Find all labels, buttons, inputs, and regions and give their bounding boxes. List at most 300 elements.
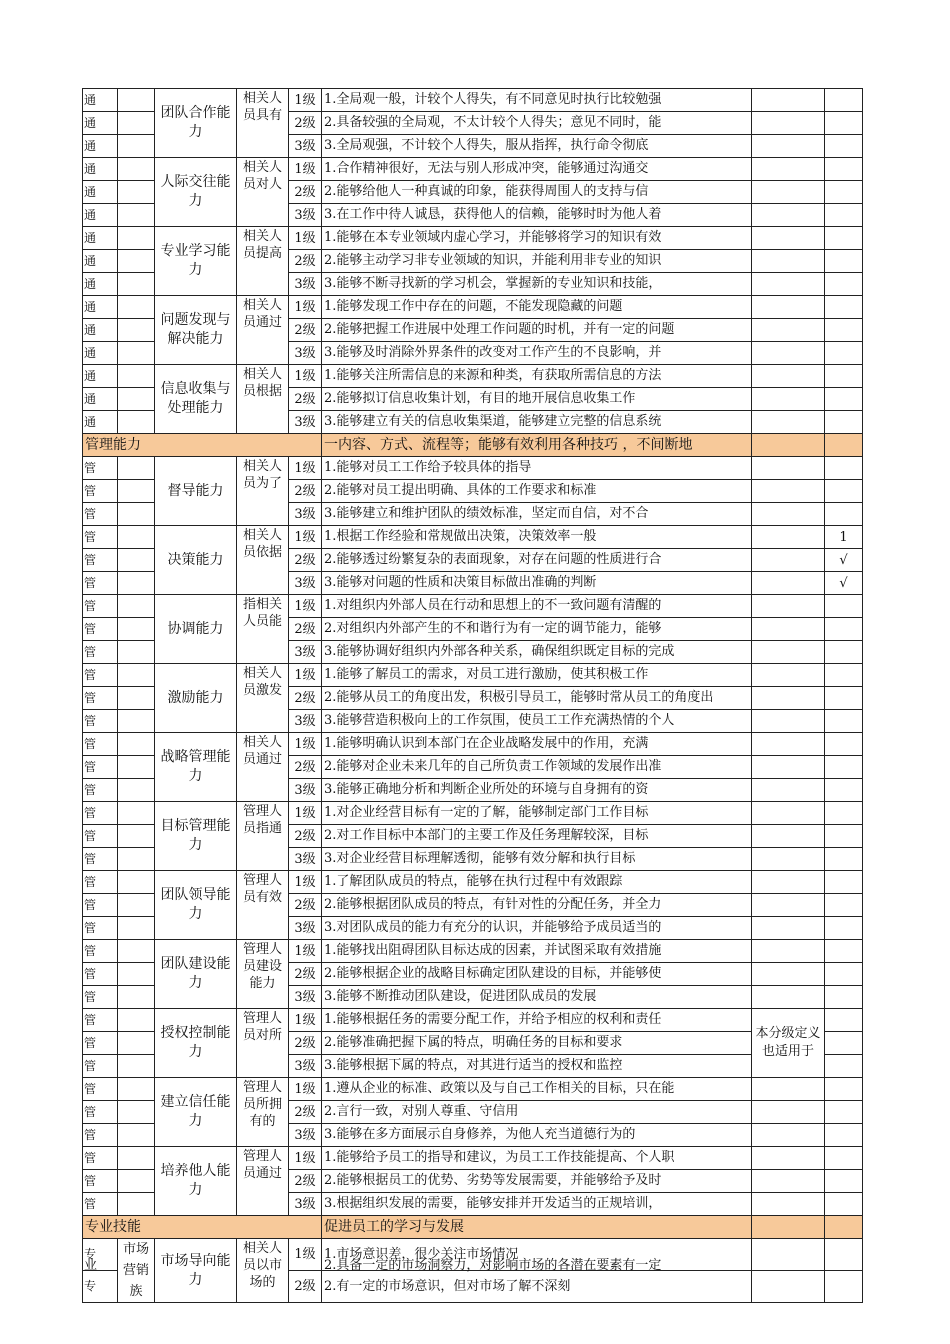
- empty-cell: [825, 181, 863, 204]
- table-row: [83, 526, 863, 549]
- level-cell: 1级: [289, 595, 322, 618]
- row-tag: 管: [83, 641, 118, 664]
- empty-cell: [825, 158, 863, 181]
- empty-cell: [118, 250, 155, 273]
- decision-mark: √: [825, 549, 863, 572]
- empty-cell: [118, 1147, 155, 1170]
- empty-cell: [825, 641, 863, 664]
- empty-cell: [118, 181, 155, 204]
- competency-definition-supervise: 相关人员为了: [237, 457, 289, 526]
- empty-cell: [752, 986, 825, 1009]
- level-cell: 2级: [289, 480, 322, 503]
- empty-cell: [118, 319, 155, 342]
- level-description: 3.能够协调好组织内外部各种关系，确保组织既定目标的完成: [322, 641, 752, 664]
- empty-cell: [118, 595, 155, 618]
- row-tag: 通: [83, 204, 118, 227]
- empty-cell: [118, 1124, 155, 1147]
- empty-cell: [752, 687, 825, 710]
- level-description: 3.能够根据下属的特点，对其进行适当的授权和监控: [322, 1055, 752, 1078]
- empty-cell: [825, 1193, 863, 1216]
- competency-definition-info: 相关人员根据: [237, 365, 289, 434]
- table-row: [83, 1147, 863, 1170]
- competency-definition-decision: 相关人员依据: [237, 526, 289, 595]
- row-tag: 管: [83, 940, 118, 963]
- empty-cell: [118, 825, 155, 848]
- empty-cell: [752, 480, 825, 503]
- row-tag: 管: [83, 618, 118, 641]
- competency-name-teamwork: 团队合作能力: [155, 89, 237, 158]
- row-tag: 管: [83, 1170, 118, 1193]
- empty-cell: [825, 618, 863, 641]
- empty-cell: [825, 411, 863, 434]
- level-description: 2.能够对员工提出明确、具体的工作要求和标准: [322, 480, 752, 503]
- empty-cell: [752, 733, 825, 756]
- competency-sheet: [82, 88, 862, 1303]
- empty-cell: [118, 572, 155, 595]
- competency-name-trust: 建立信任能力: [155, 1078, 237, 1147]
- competency-name-strategy: 战略管理能力: [155, 733, 237, 802]
- level-cell: 1级: [289, 1239, 322, 1271]
- empty-cell: [752, 1239, 825, 1271]
- level-description: 2.能够把握工作进展中处理工作问题的时机，并有一定的问题: [322, 319, 752, 342]
- row-tag: 管: [83, 480, 118, 503]
- table-row: [83, 227, 863, 250]
- empty-cell: [118, 411, 155, 434]
- competency-name-supervise: 督导能力: [155, 457, 237, 526]
- empty-cell: [752, 1170, 825, 1193]
- row-tag: 管: [83, 1055, 118, 1078]
- empty-cell: [118, 89, 155, 112]
- empty-cell: [118, 135, 155, 158]
- row-tag: 管: [83, 457, 118, 480]
- empty-cell: [118, 917, 155, 940]
- competency-definition-teambuild: 管理人员建设能力: [237, 940, 289, 1009]
- level-description: 1.了解团队成员的特点，能够在执行过程中有效跟踪: [322, 871, 752, 894]
- empty-cell: [752, 1147, 825, 1170]
- empty-cell: [825, 1271, 863, 1303]
- empty-cell: [118, 871, 155, 894]
- row-tag: 管: [83, 871, 118, 894]
- table-row: [83, 158, 863, 181]
- empty-cell: [825, 825, 863, 848]
- competency-definition-teamwork: 相关人员具有: [237, 89, 289, 158]
- empty-cell: [825, 595, 863, 618]
- level-cell: 2级: [289, 319, 322, 342]
- empty-cell: [752, 848, 825, 871]
- empty-cell: [118, 986, 155, 1009]
- level-cell: 3级: [289, 986, 322, 1009]
- competency-name-goal: 目标管理能力: [155, 802, 237, 871]
- competency-definition-interpersonal: 相关人员对人: [237, 158, 289, 227]
- empty-cell: [752, 250, 825, 273]
- row-tag: 管: [83, 825, 118, 848]
- level-description: 3.能够建立和维护团队的绩效标准，坚定而自信，对不合: [322, 503, 752, 526]
- level-description: 1.能够发现工作中存在的问题，不能发现隐藏的问题: [322, 296, 752, 319]
- competency-definition-goal: 管理人员指通: [237, 802, 289, 871]
- empty-cell: [118, 641, 155, 664]
- section-row-management: [83, 434, 863, 457]
- level-description: 1.能够找出阻碍团队目标达成的因素，并试图采取有效措施: [322, 940, 752, 963]
- level-cell: 1级: [289, 158, 322, 181]
- competency-name-learning: 专业学习能力: [155, 227, 237, 296]
- empty-cell: [825, 779, 863, 802]
- level-cell: 2级: [289, 825, 322, 848]
- row-tag: 管: [83, 1147, 118, 1170]
- level-description: 2.有一定的市场意识，但对市场了解不深刻: [322, 1271, 752, 1303]
- row-tag: 管: [83, 549, 118, 572]
- level-cell: 1级: [289, 457, 322, 480]
- section-filler: [825, 1216, 863, 1239]
- row-tag: 通: [83, 250, 118, 273]
- level-cell: 3级: [289, 1193, 322, 1216]
- table-row: [83, 871, 863, 894]
- level-description: 2.能够透过纷繁复杂的表面现象，对存在问题的性质进行合: [322, 549, 752, 572]
- empty-cell: [825, 756, 863, 779]
- applicability-note: 本分级定义也适用于: [752, 1009, 825, 1078]
- level-description: 1.能够对员工工作给予较具体的指导: [322, 457, 752, 480]
- row-tag: 管: [83, 1032, 118, 1055]
- empty-cell: [752, 1101, 825, 1124]
- level-description: 3.能够建立有关的信息收集渠道，能够建立完整的信息系统: [322, 411, 752, 434]
- level-description: 2.具备较强的全局观，不太计较个人得失；意见不同时，能: [322, 112, 752, 135]
- empty-cell: [825, 319, 863, 342]
- empty-cell: [118, 365, 155, 388]
- level-cell: 2级: [289, 618, 322, 641]
- empty-cell: [752, 158, 825, 181]
- empty-cell: [752, 1271, 825, 1303]
- empty-cell: [825, 917, 863, 940]
- empty-cell: [825, 687, 863, 710]
- empty-cell: [752, 894, 825, 917]
- row-tag: 通: [83, 273, 118, 296]
- level-description: 2.能够主动学习非专业领域的知识，并能利用非专业的知识: [322, 250, 752, 273]
- level-description: 3.能够正确地分析和判断企业所处的环境与自身拥有的资: [322, 779, 752, 802]
- empty-cell: [752, 756, 825, 779]
- empty-cell: [825, 802, 863, 825]
- row-tag: 管: [83, 503, 118, 526]
- empty-cell: [825, 1147, 863, 1170]
- level-cell: 1级: [289, 1147, 322, 1170]
- row-tag: 通: [83, 411, 118, 434]
- empty-cell: [118, 687, 155, 710]
- row-tag: 通: [83, 227, 118, 250]
- level-cell: 2级: [289, 549, 322, 572]
- level-description: 1.能够在本专业领域内虚心学习，并能够将学习的知识有效: [322, 227, 752, 250]
- empty-cell: [825, 1239, 863, 1271]
- empty-cell: [825, 848, 863, 871]
- empty-cell: [752, 457, 825, 480]
- empty-cell: [118, 802, 155, 825]
- empty-cell: [118, 549, 155, 572]
- empty-cell: [118, 963, 155, 986]
- row-tag: 通: [83, 112, 118, 135]
- row-tag: 管: [83, 1193, 118, 1216]
- level-description: 2.能够根据企业的战略目标确定团队建设的目标，并能够使: [322, 963, 752, 986]
- competency-name-teamlead: 团队领导能力: [155, 871, 237, 940]
- level-description: 2.对组织内外部产生的不和谐行为有一定的调节能力，能够: [322, 618, 752, 641]
- empty-cell: [825, 1009, 863, 1032]
- row-tag: 管: [83, 664, 118, 687]
- level-cell: 1级: [289, 940, 322, 963]
- row-tag: 管: [83, 779, 118, 802]
- decision-mark: 1: [825, 526, 863, 549]
- empty-cell: [118, 342, 155, 365]
- empty-cell: [752, 641, 825, 664]
- row-tag: 管: [83, 894, 118, 917]
- level-description: 1.能够给予员工的指导和建议，为员工工作技能提高、个人职: [322, 1147, 752, 1170]
- empty-cell: [118, 273, 155, 296]
- level-description: 3.能够不断寻找新的学习机会，掌握新的专业知识和技能，: [322, 273, 752, 296]
- empty-cell: [118, 733, 155, 756]
- empty-cell: [752, 227, 825, 250]
- empty-cell: [825, 894, 863, 917]
- empty-cell: [752, 526, 825, 549]
- competency-definition-trust: 管理人员所拥有的: [237, 1078, 289, 1147]
- table-row: [83, 1009, 863, 1032]
- empty-cell: [825, 135, 863, 158]
- empty-cell: [825, 388, 863, 411]
- empty-cell: [825, 457, 863, 480]
- row-tag: 管: [83, 1124, 118, 1147]
- level-cell: 1级: [289, 365, 322, 388]
- empty-cell: [752, 802, 825, 825]
- level-cell: 3级: [289, 342, 322, 365]
- empty-cell: [752, 342, 825, 365]
- empty-cell: [825, 250, 863, 273]
- competency-definition-motivate: 相关人员激发: [237, 664, 289, 733]
- level-cell: 2级: [289, 250, 322, 273]
- empty-cell: [118, 940, 155, 963]
- empty-cell: [752, 273, 825, 296]
- empty-cell: [752, 365, 825, 388]
- level-description: 1.遵从企业的标准、政策以及与自己工作相关的目标，只在能: [322, 1078, 752, 1101]
- empty-cell: [752, 917, 825, 940]
- empty-cell: [118, 1055, 155, 1078]
- empty-cell: [825, 112, 863, 135]
- empty-cell: [752, 1124, 825, 1147]
- competency-definition-market: 相关人员以市场的: [237, 1239, 289, 1303]
- table-row: [83, 940, 863, 963]
- row-tag: 管: [83, 1009, 118, 1032]
- competency-definition-teamlead: 管理人员有效: [237, 871, 289, 940]
- level-cell: 2级: [289, 1101, 322, 1124]
- competency-name-market: 市场导向能力: [155, 1239, 237, 1303]
- competency-definition-strategy: 相关人员通过: [237, 733, 289, 802]
- empty-cell: [825, 503, 863, 526]
- section-title: 管理能力: [83, 434, 322, 457]
- empty-cell: [825, 480, 863, 503]
- level-cell: 3级: [289, 572, 322, 595]
- row-tag: 管: [83, 526, 118, 549]
- empty-cell: [118, 1101, 155, 1124]
- empty-cell: [752, 779, 825, 802]
- row-tag: 管: [83, 710, 118, 733]
- competency-name-motivate: 激励能力: [155, 664, 237, 733]
- empty-cell: [825, 342, 863, 365]
- row-tag: 通: [83, 296, 118, 319]
- empty-cell: [825, 365, 863, 388]
- empty-cell: [825, 1170, 863, 1193]
- competency-name-authorize: 授权控制能力: [155, 1009, 237, 1078]
- empty-cell: [118, 388, 155, 411]
- level-cell: 3级: [289, 641, 322, 664]
- empty-cell: [118, 1009, 155, 1032]
- empty-cell: [825, 940, 863, 963]
- level-description: 2.能够对企业未来几年的自己所负责工作领域的发展作出准: [322, 756, 752, 779]
- empty-cell: [118, 664, 155, 687]
- empty-cell: [118, 227, 155, 250]
- level-description: 1.合作精神很好，无法与别人形成冲突，能够通过沟通交: [322, 158, 752, 181]
- empty-cell: [825, 664, 863, 687]
- section-row-professional: [83, 1216, 863, 1239]
- level-description: 2.能够准确把握下属的特点，明确任务的目标和要求: [322, 1032, 752, 1055]
- empty-cell: [118, 503, 155, 526]
- level-description: 1.全局观一般，计较个人得失，有不同意见时执行比较勉强: [322, 89, 752, 112]
- competency-name-interpersonal: 人际交往能力: [155, 158, 237, 227]
- level-description: 3.能够在多方面展示自身修养，为他人充当道德行为的: [322, 1124, 752, 1147]
- level-description: 3.在工作中待人诚恳，获得他人的信赖，能够时时为他人着: [322, 204, 752, 227]
- level-cell: 1级: [289, 526, 322, 549]
- empty-cell: [825, 273, 863, 296]
- empty-cell: [752, 664, 825, 687]
- empty-cell: [752, 963, 825, 986]
- level-cell: 2级: [289, 388, 322, 411]
- level-cell: 2级: [289, 963, 322, 986]
- level-description: 3.全局观强，不计较个人得失，服从指挥，执行命令彻底: [322, 135, 752, 158]
- level-description: 1.对组织内外部人员在行动和思想上的不一致问题有清醒的: [322, 595, 752, 618]
- empty-cell: [118, 618, 155, 641]
- row-tag: 管: [83, 733, 118, 756]
- level-cell: 2级: [289, 1170, 322, 1193]
- empty-cell: [118, 1193, 155, 1216]
- empty-cell: [118, 457, 155, 480]
- empty-cell: [752, 710, 825, 733]
- table-row: [83, 89, 863, 112]
- level-cell: 1级: [289, 89, 322, 112]
- empty-cell: [825, 204, 863, 227]
- level-description: 1.能够关注所需信息的来源和种类，有获取所需信息的方法: [322, 365, 752, 388]
- section-title: 专业技能: [83, 1216, 322, 1239]
- level-cell: 1级: [289, 733, 322, 756]
- empty-cell: [118, 894, 155, 917]
- row-tag: 管: [83, 963, 118, 986]
- level-cell: 3级: [289, 503, 322, 526]
- empty-cell: [752, 595, 825, 618]
- level-cell: 2级: [289, 181, 322, 204]
- level-cell: 2级: [289, 687, 322, 710]
- row-tag: 管: [83, 848, 118, 871]
- level-cell: 1级: [289, 296, 322, 319]
- empty-cell: [752, 411, 825, 434]
- trailing-text: 2.具备一定的市场洞察力，对影响市场的各潜在要素有一定: [324, 1258, 662, 1273]
- competency-name-decision: 决策能力: [155, 526, 237, 595]
- level-description: 3.能够对问题的性质和决策目标做出准确的判断: [322, 572, 752, 595]
- empty-cell: [118, 710, 155, 733]
- level-description: 3.能够及时消除外界条件的改变对工作产生的不良影响，并: [322, 342, 752, 365]
- competency-definition-coordinate: 指相关人员能: [237, 595, 289, 664]
- level-description: 3.根据组织发展的需要，能够安排并开发适当的正规培训，: [322, 1193, 752, 1216]
- row-tag: 管: [83, 802, 118, 825]
- empty-cell: [752, 549, 825, 572]
- row-tag: 管: [83, 986, 118, 1009]
- empty-cell: [752, 388, 825, 411]
- level-cell: 2级: [289, 1271, 322, 1303]
- competency-definition-authorize: 管理人员对所: [237, 1009, 289, 1078]
- empty-cell: [118, 1170, 155, 1193]
- row-tag: 管: [83, 595, 118, 618]
- table-row: [83, 733, 863, 756]
- empty-cell: [825, 1078, 863, 1101]
- section-filler: [752, 1216, 825, 1239]
- competency-definition-learning: 相关人员提高: [237, 227, 289, 296]
- row-tag: 通: [83, 158, 118, 181]
- level-cell: 1级: [289, 1078, 322, 1101]
- empty-cell: [825, 227, 863, 250]
- empty-cell: [825, 986, 863, 1009]
- level-description: 3.对团队成员的能力有充分的认识，并能够给予成员适当的: [322, 917, 752, 940]
- level-cell: 2级: [289, 894, 322, 917]
- empty-cell: [825, 1055, 863, 1078]
- level-cell: 3级: [289, 710, 322, 733]
- empty-cell: [752, 825, 825, 848]
- level-description: 2.能够根据员工的优势、劣势等发展需要，并能够给予及时: [322, 1170, 752, 1193]
- table-row: [83, 1078, 863, 1101]
- competency-name-teambuild: 团队建设能力: [155, 940, 237, 1009]
- level-cell: 3级: [289, 917, 322, 940]
- empty-cell: [825, 89, 863, 112]
- section-filler: [752, 434, 825, 457]
- empty-cell: [118, 1078, 155, 1101]
- table-row: [83, 365, 863, 388]
- table-row: [83, 457, 863, 480]
- empty-cell: [825, 1032, 863, 1055]
- level-description: 1.对企业经营目标有一定的了解，能够制定部门工作目标: [322, 802, 752, 825]
- row-tag: 通: [83, 135, 118, 158]
- empty-cell: [752, 204, 825, 227]
- empty-cell: [825, 1101, 863, 1124]
- empty-cell: [752, 135, 825, 158]
- level-description: 2.对工作目标中本部门的主要工作及任务理解较深，目标: [322, 825, 752, 848]
- level-description: 2.能够根据团队成员的特点，有针对性的分配任务，并全力: [322, 894, 752, 917]
- competency-definition-develop: 管理人员通过: [237, 1147, 289, 1216]
- row-tag: 管: [83, 917, 118, 940]
- level-description: 1.能够根据任务的需要分配工作，并给予相应的权利和责任: [322, 1009, 752, 1032]
- row-tag: 专: [83, 1271, 118, 1303]
- level-cell: 3级: [289, 1124, 322, 1147]
- empty-cell: [118, 1032, 155, 1055]
- empty-cell: [118, 158, 155, 181]
- empty-cell: [118, 296, 155, 319]
- empty-cell: [752, 1078, 825, 1101]
- level-cell: 3级: [289, 848, 322, 871]
- row-tag: 管: [83, 687, 118, 710]
- level-cell: 3级: [289, 411, 322, 434]
- empty-cell: [825, 1124, 863, 1147]
- empty-cell: [118, 480, 155, 503]
- empty-cell: [752, 1193, 825, 1216]
- level-cell: 1级: [289, 1009, 322, 1032]
- empty-cell: [825, 733, 863, 756]
- table-row: [83, 664, 863, 687]
- row-tag: 通: [83, 181, 118, 204]
- empty-cell: [752, 319, 825, 342]
- section-overflow-text: 促进员工的学习与发展: [322, 1216, 752, 1239]
- level-description: 1.能够明确认识到本部门在企业战略发展中的作用，充满: [322, 733, 752, 756]
- row-tag: 通: [83, 319, 118, 342]
- empty-cell: [752, 296, 825, 319]
- empty-cell: [752, 572, 825, 595]
- level-cell: 3级: [289, 204, 322, 227]
